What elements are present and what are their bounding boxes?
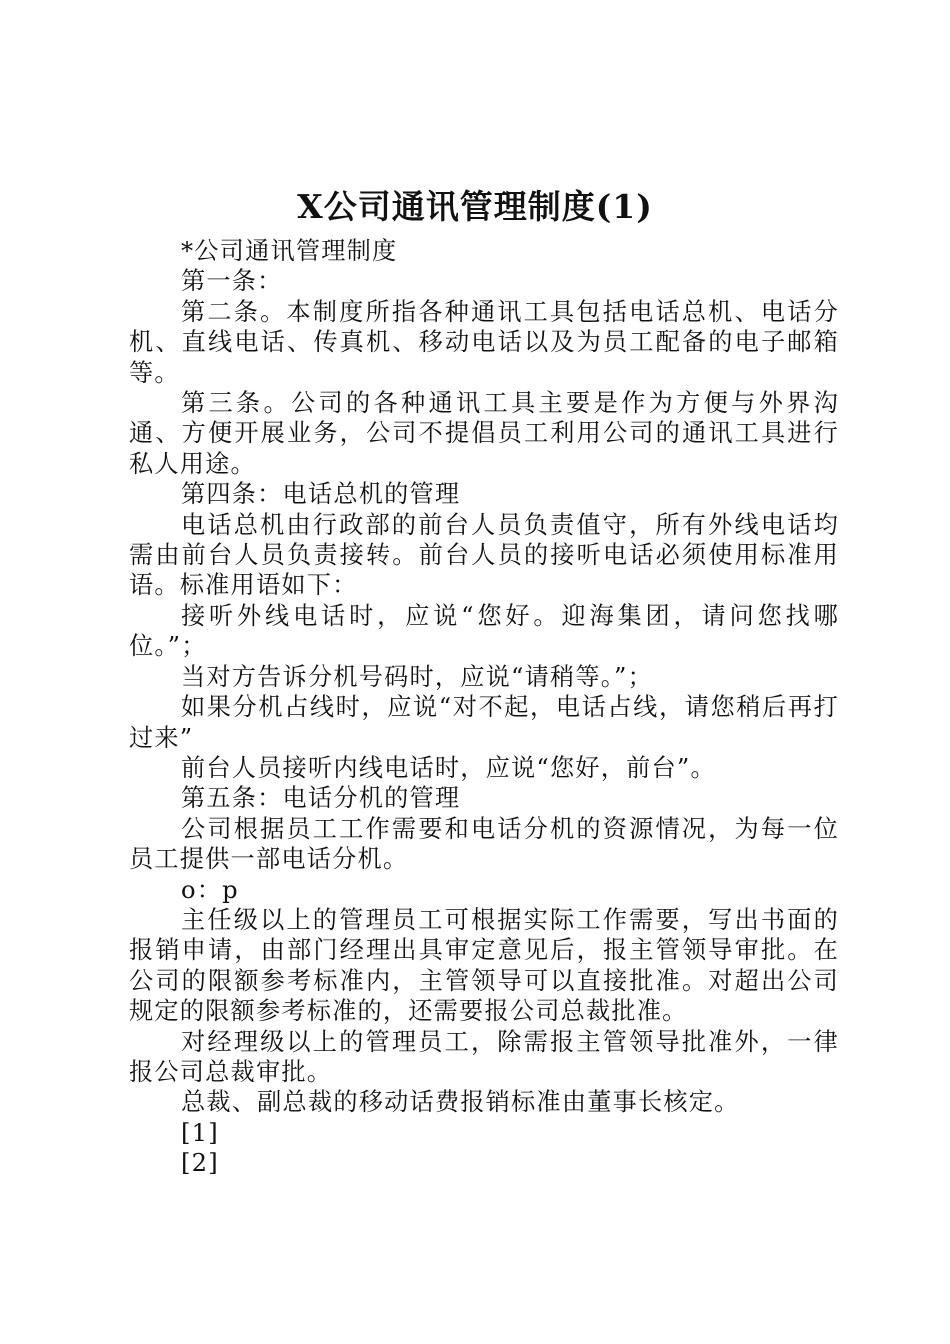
paragraph: 主任级以上的管理员工可根据实际工作需要，写出书面的报销申请，由部门经理出具审定意见后，报主管领导审批。在公司的限额参考标准内，主管领导可以直接批准。对超出公司规定的限额参考标准的，还需要报公司总裁批准。 [129,905,839,1026]
paragraph: 第二条。本制度所指各种通讯工具包括电话总机、电话分机、直线电话、传真机、移动电话以及为员工配备的电子邮箱等。 [129,297,839,387]
paragraph: 第四条：电话总机的管理 [181,480,461,509]
paragraph: 如果分机占线时，应说“对不起，电话占线，请您稍后再打过来” [129,693,839,752]
paragraph: 当对方告诉分机号码时，应说“请稍等。”； [181,662,654,691]
paragraph: 接听外线电话时，应说“您好。迎海集团，请问您找哪位。”； [129,601,839,661]
paragraph: [1] [181,1118,219,1147]
paragraph: 第一条： [181,267,283,296]
paragraph: o：p [181,875,239,904]
paragraph: 第五条：电话分机的管理 [181,784,461,813]
paragraph: [2] [181,1149,219,1178]
paragraph: 对经理级以上的管理员工，除需报主管领导批准外，一律报公司总裁审批。 [129,1027,839,1086]
document-title: X公司通讯管理制度(1) [297,187,653,226]
paragraph: *公司通讯管理制度 [181,237,398,265]
paragraph: 第三条。公司的各种通讯工具主要是作为方便与外界沟通、方便开展业务，公司不提倡员工利用公司的通讯工具进行私人用途。 [129,389,839,478]
document-body [129,236,839,1179]
paragraph: 电话总机由行政部的前台人员负责值守，所有外线电话均需由前台人员负责接转。前台人员的接听电话必须使用标准用语。标准用语如下： [129,510,839,600]
paragraph: 前台人员接听内线电话时，应说“您好，前台”。 [181,753,716,782]
paragraph: 总裁、副总裁的移动话费报销标准由董事长核定。 [181,1088,740,1117]
paragraph: 公司根据员工工作需要和电话分机的资源情况，为每一位员工提供一部电话分机。 [129,814,839,874]
